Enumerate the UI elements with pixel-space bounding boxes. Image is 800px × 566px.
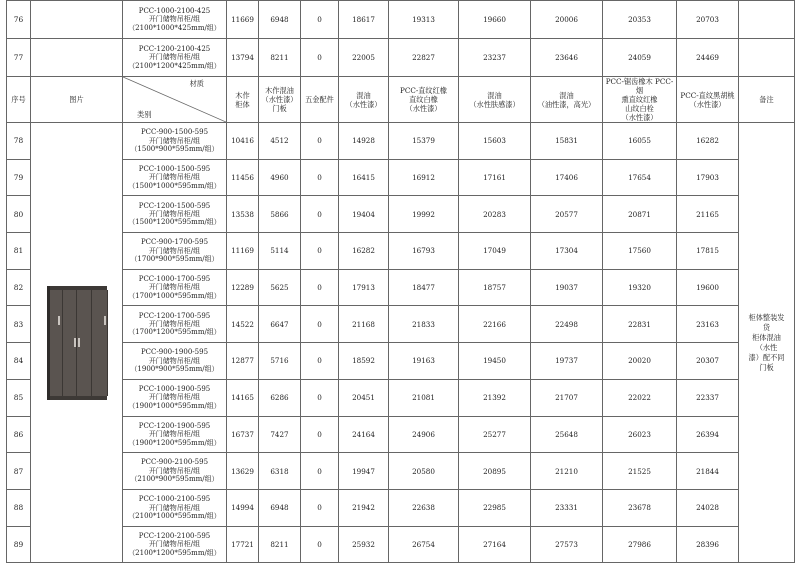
wood-door-price: 4960 <box>259 159 301 196</box>
price-table <box>6 0 795 563</box>
wood-cabinet-price: 12877 <box>227 343 259 380</box>
wood-cabinet-price: 16737 <box>227 416 259 453</box>
pcc-sawtooth-oak-price: 17654 <box>603 159 677 196</box>
product-spec: PCC-1000-1700-595 开门储物吊柜/组 （1700*1000*595mm/组） <box>123 269 227 306</box>
paint-water-price: 21168 <box>339 306 389 343</box>
paint-water-price: 20451 <box>339 379 389 416</box>
paint-oil-gloss-price: 20577 <box>531 196 603 233</box>
header-pcc-straight-oak-price: PCC-直纹红橡 直纹白橡 （水性漆） <box>389 77 459 123</box>
paint-oil-gloss-price: 22498 <box>531 306 603 343</box>
row-number: 83 <box>7 306 31 343</box>
pcc-straight-oak-price: 19313 <box>389 1 459 39</box>
product-spec: PCC-900-1700-595 开门储物吊柜/组 （1700*900*595mm/组） <box>123 233 227 270</box>
pcc-walnut-price: 23163 <box>677 306 739 343</box>
table-row <box>7 39 795 77</box>
row-number: 88 <box>7 489 31 526</box>
pcc-walnut-price: 20703 <box>677 1 739 39</box>
pcc-sawtooth-oak-price: 24059 <box>603 39 677 77</box>
paint-skin-price: 20895 <box>459 453 531 490</box>
paint-skin-price: 25277 <box>459 416 531 453</box>
product-spec: PCC-1200-1500-595 开门储物吊柜/组 （1500*1200*595mm/组） <box>123 196 227 233</box>
pcc-sawtooth-oak-price: 26023 <box>603 416 677 453</box>
wood-door-price: 6318 <box>259 453 301 490</box>
row-number: 86 <box>7 416 31 453</box>
row-number: 76 <box>7 1 31 39</box>
product-spec: PCC-1000-1900-595 开门储物吊柜/组 （1900*1000*595mm/组） <box>123 379 227 416</box>
paint-water-price: 25932 <box>339 526 389 563</box>
pcc-straight-oak-price: 19163 <box>389 343 459 380</box>
product-spec: PCC-1200-2100-595 开门储物吊柜/组 （2100*1200*595mm/组） <box>123 526 227 563</box>
table-row <box>7 123 795 160</box>
pcc-walnut-price: 22337 <box>677 379 739 416</box>
row-number: 79 <box>7 159 31 196</box>
paint-water-price: 16282 <box>339 233 389 270</box>
paint-oil-gloss-price: 23646 <box>531 39 603 77</box>
wood-cabinet-price: 11669 <box>227 1 259 39</box>
wood-cabinet-price: 14522 <box>227 306 259 343</box>
wood-door-price: 6647 <box>259 306 301 343</box>
wood-door-price: 6286 <box>259 379 301 416</box>
pcc-walnut-price: 21165 <box>677 196 739 233</box>
header-hardware-price: 五金配件 <box>301 77 339 123</box>
table-row <box>7 1 795 39</box>
paint-oil-gloss-price: 27573 <box>531 526 603 563</box>
remark-cell <box>739 1 795 39</box>
paint-skin-price: 17161 <box>459 159 531 196</box>
header-wood-door-price: 木作混油 （水性漆） 门板 <box>259 77 301 123</box>
wood-cabinet-price: 13629 <box>227 453 259 490</box>
paint-water-price: 24164 <box>339 416 389 453</box>
table-row <box>7 159 795 196</box>
pcc-sawtooth-oak-price: 22022 <box>603 379 677 416</box>
pcc-walnut-price: 17815 <box>677 233 739 270</box>
row-number: 85 <box>7 379 31 416</box>
pcc-straight-oak-price: 21081 <box>389 379 459 416</box>
pcc-walnut-price: 26394 <box>677 416 739 453</box>
wood-door-price: 5625 <box>259 269 301 306</box>
paint-water-price: 14928 <box>339 123 389 160</box>
wood-door-price: 8211 <box>259 39 301 77</box>
product-spec: PCC-900-1900-595 开门储物吊柜/组 （1900*900*595mm/组） <box>123 343 227 380</box>
header-wood-cabinet-price: 木作 柜体 <box>227 77 259 123</box>
pcc-straight-oak-price: 18477 <box>389 269 459 306</box>
paint-oil-gloss-price: 17406 <box>531 159 603 196</box>
pcc-sawtooth-oak-price: 19320 <box>603 269 677 306</box>
product-spec: PCC-1200-2100-425 开门储物吊柜/组 （2100*1200*425mm/组） <box>123 39 227 77</box>
wood-cabinet-price: 14994 <box>227 489 259 526</box>
pcc-straight-oak-price: 16793 <box>389 233 459 270</box>
paint-water-price: 21942 <box>339 489 389 526</box>
wood-cabinet-price: 12289 <box>227 269 259 306</box>
pcc-walnut-price: 17903 <box>677 159 739 196</box>
wood-cabinet-price: 11169 <box>227 233 259 270</box>
pcc-sawtooth-oak-price: 16055 <box>603 123 677 160</box>
paint-oil-gloss-price: 23331 <box>531 489 603 526</box>
pcc-walnut-price: 20307 <box>677 343 739 380</box>
hardware-price: 0 <box>301 379 339 416</box>
paint-skin-price: 21392 <box>459 379 531 416</box>
pcc-sawtooth-oak-price: 23678 <box>603 489 677 526</box>
paint-skin-price: 23237 <box>459 39 531 77</box>
paint-water-price: 16415 <box>339 159 389 196</box>
row-number: 80 <box>7 196 31 233</box>
product-spec: PCC-1200-1700-595 开门储物吊柜/组 （1700*1200*595mm/组） <box>123 306 227 343</box>
paint-water-price: 18592 <box>339 343 389 380</box>
pcc-straight-oak-price: 16912 <box>389 159 459 196</box>
hardware-price: 0 <box>301 233 339 270</box>
row-number: 84 <box>7 343 31 380</box>
hardware-price: 0 <box>301 123 339 160</box>
wood-door-price: 6948 <box>259 489 301 526</box>
image-cell <box>31 39 123 77</box>
table-row <box>7 196 795 233</box>
paint-water-price: 18617 <box>339 1 389 39</box>
pcc-walnut-price: 28396 <box>677 526 739 563</box>
hardware-price: 0 <box>301 453 339 490</box>
paint-oil-gloss-price: 17304 <box>531 233 603 270</box>
header-image: 图片 <box>31 77 123 123</box>
wood-cabinet-price: 13794 <box>227 39 259 77</box>
paint-water-price: 19947 <box>339 453 389 490</box>
pcc-sawtooth-oak-price: 21525 <box>603 453 677 490</box>
header-remark: 备注 <box>739 77 795 123</box>
pcc-walnut-price: 24028 <box>677 489 739 526</box>
row-number: 81 <box>7 233 31 270</box>
image-cell <box>31 1 123 39</box>
wood-door-price: 5866 <box>259 196 301 233</box>
paint-oil-gloss-price: 15831 <box>531 123 603 160</box>
header-pcc-walnut-price: PCC-直纹黑胡桃 （水性漆） <box>677 77 739 123</box>
pcc-straight-oak-price: 22638 <box>389 489 459 526</box>
pcc-walnut-price: 19600 <box>677 269 739 306</box>
pcc-walnut-price: 16282 <box>677 123 739 160</box>
table-row <box>7 343 795 380</box>
hardware-price: 0 <box>301 269 339 306</box>
product-image-cell <box>31 123 123 563</box>
table-row <box>7 526 795 563</box>
pcc-sawtooth-oak-price: 20353 <box>603 1 677 39</box>
product-spec: PCC-1200-1900-595 开门储物吊柜/组 （1900*1200*595mm/组） <box>123 416 227 453</box>
hardware-price: 0 <box>301 39 339 77</box>
header-pcc-sawtooth-oak-price: PCC-锯齿橡木 PCC-烟 熏直纹红橡 山纹白栓 （水性漆） <box>603 77 677 123</box>
table-row <box>7 453 795 490</box>
pcc-straight-oak-price: 20580 <box>389 453 459 490</box>
pcc-sawtooth-oak-price: 20871 <box>603 196 677 233</box>
paint-water-price: 19404 <box>339 196 389 233</box>
row-number: 77 <box>7 39 31 77</box>
wood-cabinet-price: 14165 <box>227 379 259 416</box>
product-spec: PCC-900-2100-595 开门储物吊柜/组 （2100*900*595mm/组） <box>123 453 227 490</box>
remark-cell <box>739 39 795 77</box>
pcc-sawtooth-oak-price: 22831 <box>603 306 677 343</box>
pcc-sawtooth-oak-price: 27986 <box>603 526 677 563</box>
pcc-straight-oak-price: 26754 <box>389 526 459 563</box>
wood-cabinet-price: 10416 <box>227 123 259 160</box>
hardware-price: 0 <box>301 196 339 233</box>
hardware-price: 0 <box>301 159 339 196</box>
paint-skin-price: 18757 <box>459 269 531 306</box>
wood-cabinet-price: 13538 <box>227 196 259 233</box>
table-row <box>7 233 795 270</box>
paint-water-price: 17913 <box>339 269 389 306</box>
product-spec: PCC-1000-2100-595 开门储物吊柜/组 （2100*1000*595mm/组） <box>123 489 227 526</box>
pcc-straight-oak-price: 24906 <box>389 416 459 453</box>
header-paint-water-price: 混油 （水性漆） <box>339 77 389 123</box>
table-row <box>7 379 795 416</box>
hardware-price: 0 <box>301 306 339 343</box>
pcc-walnut-price: 21844 <box>677 453 739 490</box>
header-material: 材质 <box>189 79 204 88</box>
header-material-category <box>123 77 227 123</box>
row-number: 89 <box>7 526 31 563</box>
paint-water-price: 22005 <box>339 39 389 77</box>
wood-door-price: 7427 <box>259 416 301 453</box>
header-no: 序号 <box>7 77 31 123</box>
paint-skin-price: 22166 <box>459 306 531 343</box>
paint-skin-price: 20283 <box>459 196 531 233</box>
product-spec: PCC-1000-2100-425 开门储物吊柜/组 （2100*1000*425mm/组） <box>123 1 227 39</box>
row-number: 87 <box>7 453 31 490</box>
paint-oil-gloss-price: 21707 <box>531 379 603 416</box>
pcc-sawtooth-oak-price: 20020 <box>603 343 677 380</box>
header-paint-skin-price: 混油 （水性肤感漆） <box>459 77 531 123</box>
pcc-sawtooth-oak-price: 17560 <box>603 233 677 270</box>
remark-note: 柜体整装发货 柜体混油（水性 漆）配不同门板 <box>739 123 795 563</box>
wood-door-price: 5114 <box>259 233 301 270</box>
paint-skin-price: 17049 <box>459 233 531 270</box>
product-spec: PCC-1000-1500-595 开门储物吊柜/组 （1500*1000*595mm/组） <box>123 159 227 196</box>
hardware-price: 0 <box>301 526 339 563</box>
pcc-straight-oak-price: 15379 <box>389 123 459 160</box>
paint-oil-gloss-price: 25648 <box>531 416 603 453</box>
product-spec: PCC-900-1500-595 开门储物吊柜/组 （1500*900*595mm/组） <box>123 123 227 160</box>
table-row <box>7 306 795 343</box>
hardware-price: 0 <box>301 489 339 526</box>
paint-oil-gloss-price: 21210 <box>531 453 603 490</box>
pcc-straight-oak-price: 19992 <box>389 196 459 233</box>
paint-oil-gloss-price: 19037 <box>531 269 603 306</box>
row-number: 82 <box>7 269 31 306</box>
pcc-walnut-price: 24469 <box>677 39 739 77</box>
hardware-price: 0 <box>301 416 339 453</box>
hardware-price: 0 <box>301 1 339 39</box>
hardware-price: 0 <box>301 343 339 380</box>
header-category: 类别 <box>137 110 152 119</box>
wood-cabinet-price: 17721 <box>227 526 259 563</box>
table-row <box>7 416 795 453</box>
wood-door-price: 5716 <box>259 343 301 380</box>
pcc-straight-oak-price: 21833 <box>389 306 459 343</box>
wood-cabinet-price: 11456 <box>227 159 259 196</box>
paint-skin-price: 27164 <box>459 526 531 563</box>
cabinet-image <box>33 286 120 400</box>
wood-door-price: 8211 <box>259 526 301 563</box>
paint-skin-price: 19660 <box>459 1 531 39</box>
header-paint-oil-gloss-price: 混油 （油性漆，高光） <box>531 77 603 123</box>
wood-door-price: 6948 <box>259 1 301 39</box>
paint-skin-price: 15603 <box>459 123 531 160</box>
header-row <box>7 77 795 123</box>
row-number: 78 <box>7 123 31 160</box>
paint-oil-gloss-price: 19737 <box>531 343 603 380</box>
wood-door-price: 4512 <box>259 123 301 160</box>
paint-oil-gloss-price: 20006 <box>531 1 603 39</box>
table-row <box>7 269 795 306</box>
pcc-straight-oak-price: 22827 <box>389 39 459 77</box>
paint-skin-price: 19450 <box>459 343 531 380</box>
paint-skin-price: 22985 <box>459 489 531 526</box>
table-row <box>7 489 795 526</box>
